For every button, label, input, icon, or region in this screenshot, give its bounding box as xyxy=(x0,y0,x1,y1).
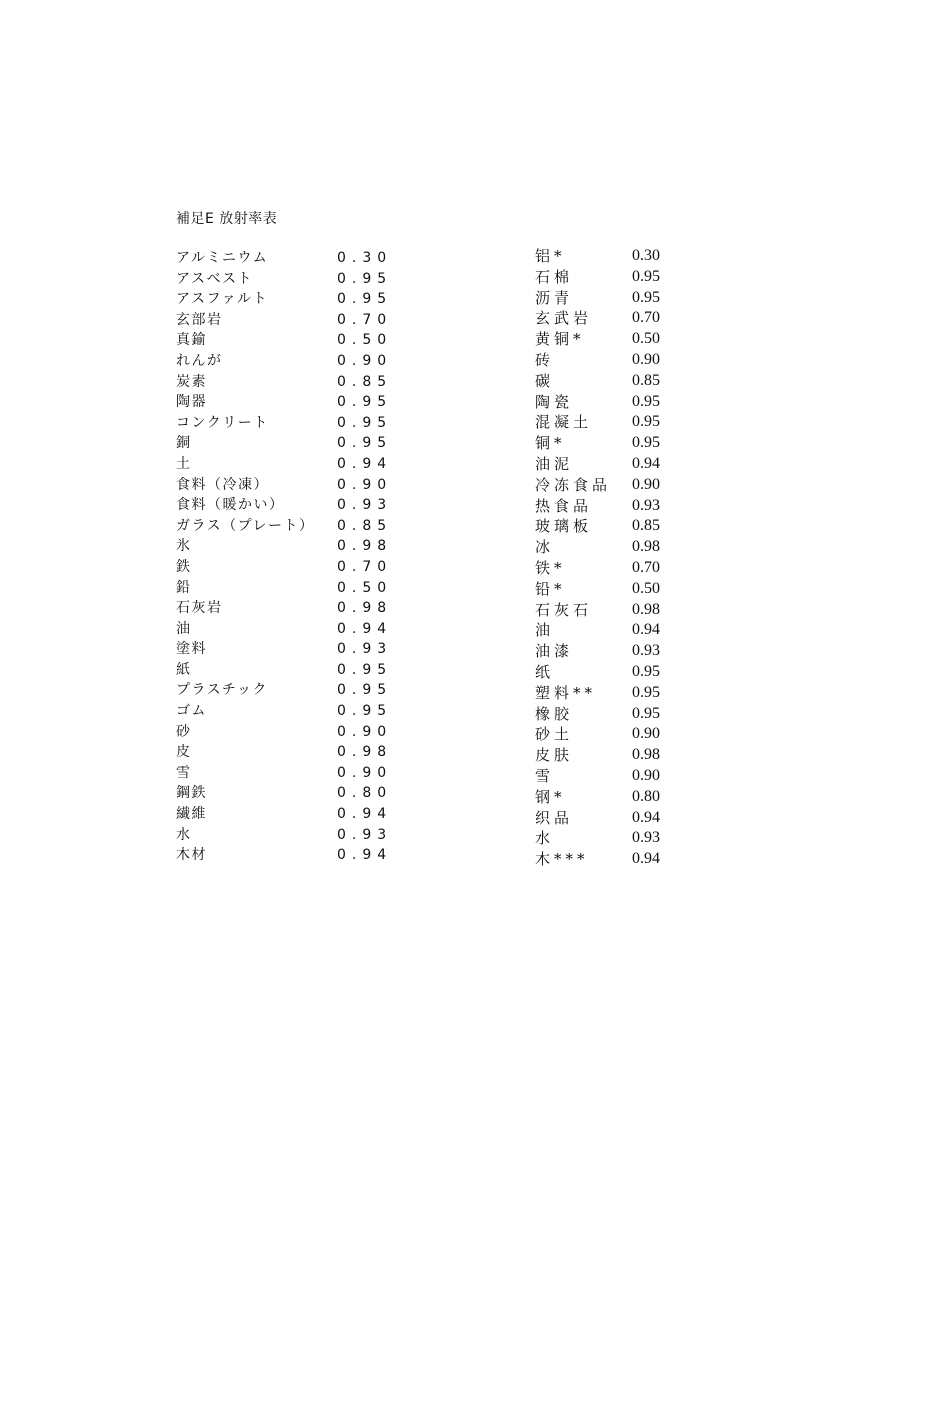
material-name: 砂土 xyxy=(535,725,574,744)
emissivity-value: 0.85 xyxy=(337,517,393,534)
material-name: 木*** xyxy=(535,850,589,869)
emissivity-table-chinese xyxy=(535,246,695,870)
emissivity-value: 0.95 xyxy=(337,414,393,431)
material-name: 雪 xyxy=(176,764,192,781)
table-row-japanese xyxy=(176,310,416,331)
table-row-japanese xyxy=(176,804,416,825)
material-name: コンクリート xyxy=(176,414,269,431)
material-name: 混凝土 xyxy=(535,413,593,432)
table-row-japanese xyxy=(176,578,416,599)
table-row-japanese xyxy=(176,598,416,619)
table-row-chinese xyxy=(535,808,695,829)
table-row-chinese xyxy=(535,329,695,350)
emissivity-value: 0.80 xyxy=(632,787,660,805)
table-row-chinese xyxy=(535,724,695,745)
table-row-japanese xyxy=(176,413,416,434)
emissivity-value: 0.95 xyxy=(337,394,393,411)
table-row-japanese xyxy=(176,330,416,351)
emissivity-value: 0.85 xyxy=(632,371,660,389)
table-row-chinese xyxy=(535,704,695,725)
emissivity-value: 0.93 xyxy=(337,641,393,658)
material-name: 陶瓷 xyxy=(535,392,574,411)
table-row-chinese xyxy=(535,267,695,288)
emissivity-value: 0.93 xyxy=(632,496,660,514)
table-row-japanese xyxy=(176,763,416,784)
table-row-japanese xyxy=(176,372,416,393)
emissivity-value: 0.98 xyxy=(632,746,660,764)
table-row-chinese xyxy=(535,787,695,808)
emissivity-value: 0.95 xyxy=(632,413,660,431)
emissivity-value: 0.50 xyxy=(632,330,660,348)
table-row-chinese xyxy=(535,496,695,517)
material-name: 油泥 xyxy=(535,454,574,473)
material-name: 炭素 xyxy=(176,373,207,390)
material-name: 石棉 xyxy=(535,267,574,286)
material-name: ガラス（プレート） xyxy=(176,517,315,534)
table-row-chinese xyxy=(535,350,695,371)
table-row-japanese xyxy=(176,269,416,290)
emissivity-value: 0.94 xyxy=(337,847,393,864)
material-name: 雪 xyxy=(535,766,555,785)
emissivity-value: 0.90 xyxy=(632,725,660,743)
table-row-chinese xyxy=(535,454,695,475)
emissivity-value: 0.50 xyxy=(337,332,393,349)
table-row-chinese xyxy=(535,579,695,600)
emissivity-value: 0.30 xyxy=(337,250,393,266)
material-name: 沥青 xyxy=(535,288,574,307)
emissivity-value: 0.94 xyxy=(337,620,393,637)
material-name: 钢* xyxy=(535,787,566,806)
table-row-chinese xyxy=(535,849,695,870)
material-name: 油 xyxy=(176,620,192,637)
material-name: 皮 xyxy=(176,744,192,761)
table-row-chinese xyxy=(535,537,695,558)
material-name: プラスチック xyxy=(176,682,268,699)
emissivity-value: 0.95 xyxy=(632,683,660,701)
emissivity-value: 0.95 xyxy=(337,703,393,720)
material-name: アスファルト xyxy=(176,291,269,308)
emissivity-value: 0.85 xyxy=(632,517,660,535)
material-name: 石灰岩 xyxy=(176,600,223,617)
table-row-japanese xyxy=(176,289,416,310)
emissivity-value: 0.94 xyxy=(337,455,393,472)
table-row-chinese xyxy=(535,641,695,662)
emissivity-value: 0.70 xyxy=(632,309,660,327)
material-name: 塗料 xyxy=(176,641,207,658)
material-name: 鉛 xyxy=(176,579,192,596)
material-name: 木材 xyxy=(176,847,207,864)
emissivity-value: 0.93 xyxy=(632,642,660,660)
emissivity-value: 0.90 xyxy=(337,352,393,369)
emissivity-value: 0.50 xyxy=(337,579,393,596)
table-row-japanese xyxy=(176,742,416,763)
emissivity-value: 0.98 xyxy=(632,600,660,618)
table-row-japanese xyxy=(176,495,416,516)
material-name: 繊維 xyxy=(176,806,207,823)
emissivity-value: 0.95 xyxy=(632,704,660,722)
emissivity-value: 0.95 xyxy=(337,682,393,699)
emissivity-value: 0.80 xyxy=(337,785,393,802)
table-row-japanese xyxy=(176,433,416,454)
material-name: 玄武岩 xyxy=(535,309,593,328)
emissivity-value: 0.90 xyxy=(337,476,393,493)
material-name: 玻璃板 xyxy=(535,517,593,536)
table-row-japanese xyxy=(176,454,416,475)
emissivity-value: 0.90 xyxy=(632,475,660,493)
material-name: 纸 xyxy=(535,662,555,681)
material-name: 土 xyxy=(176,455,192,472)
material-name: 紙 xyxy=(176,661,192,678)
material-name: 橡胶 xyxy=(535,704,574,723)
material-name: 真鍮 xyxy=(176,332,207,349)
table-row-chinese xyxy=(535,600,695,621)
material-name: 冰 xyxy=(535,538,555,557)
emissivity-value: 0.94 xyxy=(632,808,660,826)
table-row-japanese xyxy=(176,351,416,372)
emissivity-value: 0.90 xyxy=(632,350,660,368)
material-name: 织品 xyxy=(535,808,574,827)
material-name: 砖 xyxy=(535,350,555,369)
table-row-japanese xyxy=(176,783,416,804)
table-row-chinese xyxy=(535,558,695,579)
table-row-japanese xyxy=(176,557,416,578)
table-row-japanese xyxy=(176,680,416,701)
emissivity-value: 0.70 xyxy=(632,558,660,576)
material-name: 氷 xyxy=(176,538,192,555)
material-name: 食料（暖かい） xyxy=(176,497,285,514)
table-row-japanese xyxy=(176,722,416,743)
table-row-japanese xyxy=(176,639,416,660)
emissivity-value: 0.30 xyxy=(632,247,660,264)
material-name: 石灰石 xyxy=(535,600,593,619)
material-name: ゴム xyxy=(176,703,207,720)
emissivity-value: 0.94 xyxy=(632,850,660,868)
emissivity-value: 0.94 xyxy=(337,806,393,823)
emissivity-value: 0.95 xyxy=(632,434,660,452)
material-name: 黄铜* xyxy=(535,330,585,349)
material-name: 油 xyxy=(535,621,555,640)
emissivity-value: 0.85 xyxy=(337,373,393,390)
table-row-japanese xyxy=(176,248,416,269)
material-name: 皮肤 xyxy=(535,746,574,765)
table-row-chinese xyxy=(535,308,695,329)
emissivity-value: 0.95 xyxy=(632,662,660,680)
table-row-japanese xyxy=(176,516,416,537)
emissivity-value: 0.95 xyxy=(632,267,660,285)
emissivity-value: 0.98 xyxy=(337,600,393,617)
emissivity-value: 0.90 xyxy=(337,723,393,740)
material-name: 油漆 xyxy=(535,642,574,661)
table-row-chinese xyxy=(535,828,695,849)
table-row-chinese xyxy=(535,683,695,704)
material-name: 鉄 xyxy=(176,558,192,575)
table-row-chinese xyxy=(535,371,695,392)
material-name: 铁* xyxy=(535,558,566,577)
emissivity-value: 0.95 xyxy=(337,291,393,308)
emissivity-value: 0.93 xyxy=(632,829,660,847)
emissivity-value: 0.98 xyxy=(632,538,660,556)
emissivity-value: 0.94 xyxy=(632,454,660,472)
material-name: 铝* xyxy=(535,247,566,265)
table-row-japanese xyxy=(176,701,416,722)
emissivity-value: 0.95 xyxy=(632,392,660,410)
table-row-chinese xyxy=(535,288,695,309)
table-row-japanese xyxy=(176,660,416,681)
material-name: 陶器 xyxy=(176,394,207,411)
table-row-japanese xyxy=(176,619,416,640)
table-row-chinese xyxy=(535,433,695,454)
table-row-japanese xyxy=(176,392,416,413)
table-row-chinese xyxy=(535,475,695,496)
emissivity-value: 0.50 xyxy=(632,579,660,597)
emissivity-value: 0.70 xyxy=(337,558,393,575)
emissivity-value: 0.98 xyxy=(337,744,393,761)
material-name: 铜* xyxy=(535,434,566,453)
table-row-chinese xyxy=(535,662,695,683)
table-row-chinese xyxy=(535,766,695,787)
material-name: 銅 xyxy=(176,435,192,452)
table-row-chinese xyxy=(535,516,695,537)
emissivity-value: 0.98 xyxy=(337,538,393,555)
emissivity-value: 0.70 xyxy=(337,311,393,328)
table-row-chinese xyxy=(535,745,695,766)
material-name: アスベスト xyxy=(176,270,253,287)
emissivity-value: 0.93 xyxy=(337,826,393,843)
emissivity-value: 0.95 xyxy=(337,435,393,452)
emissivity-value: 0.93 xyxy=(337,497,393,514)
emissivity-value: 0.95 xyxy=(632,288,660,306)
table-row-japanese xyxy=(176,536,416,557)
material-name: 玄部岩 xyxy=(176,311,223,328)
emissivity-value: 0.90 xyxy=(632,766,660,784)
material-name: 铅* xyxy=(535,579,566,598)
material-name: 食料（冷凍） xyxy=(176,476,269,493)
material-name: 水 xyxy=(535,829,555,848)
material-name: 鋼鉄 xyxy=(176,785,207,802)
material-name: 塑料** xyxy=(535,683,597,702)
table-row-chinese xyxy=(535,620,695,641)
emissivity-value: 0.90 xyxy=(337,764,393,781)
material-name: 冷冻食品 xyxy=(535,475,612,494)
table-row-chinese xyxy=(535,246,695,267)
material-name: 热食品 xyxy=(535,496,593,515)
material-name: 水 xyxy=(176,826,192,843)
material-name: 砂 xyxy=(176,723,192,740)
material-name: 碳 xyxy=(535,371,555,390)
emissivity-value: 0.94 xyxy=(632,621,660,639)
table-row-chinese xyxy=(535,392,695,413)
material-name: れんが xyxy=(176,352,223,369)
table-row-japanese xyxy=(176,845,416,866)
table-row-chinese xyxy=(535,412,695,433)
table-row-japanese xyxy=(176,475,416,496)
material-name: アルミニウム xyxy=(176,250,269,266)
page-title: 補足E 放射率表 xyxy=(176,211,278,227)
emissivity-table-japanese xyxy=(176,248,416,866)
emissivity-value: 0.95 xyxy=(337,270,393,287)
emissivity-value: 0.95 xyxy=(337,661,393,678)
table-row-japanese xyxy=(176,825,416,846)
